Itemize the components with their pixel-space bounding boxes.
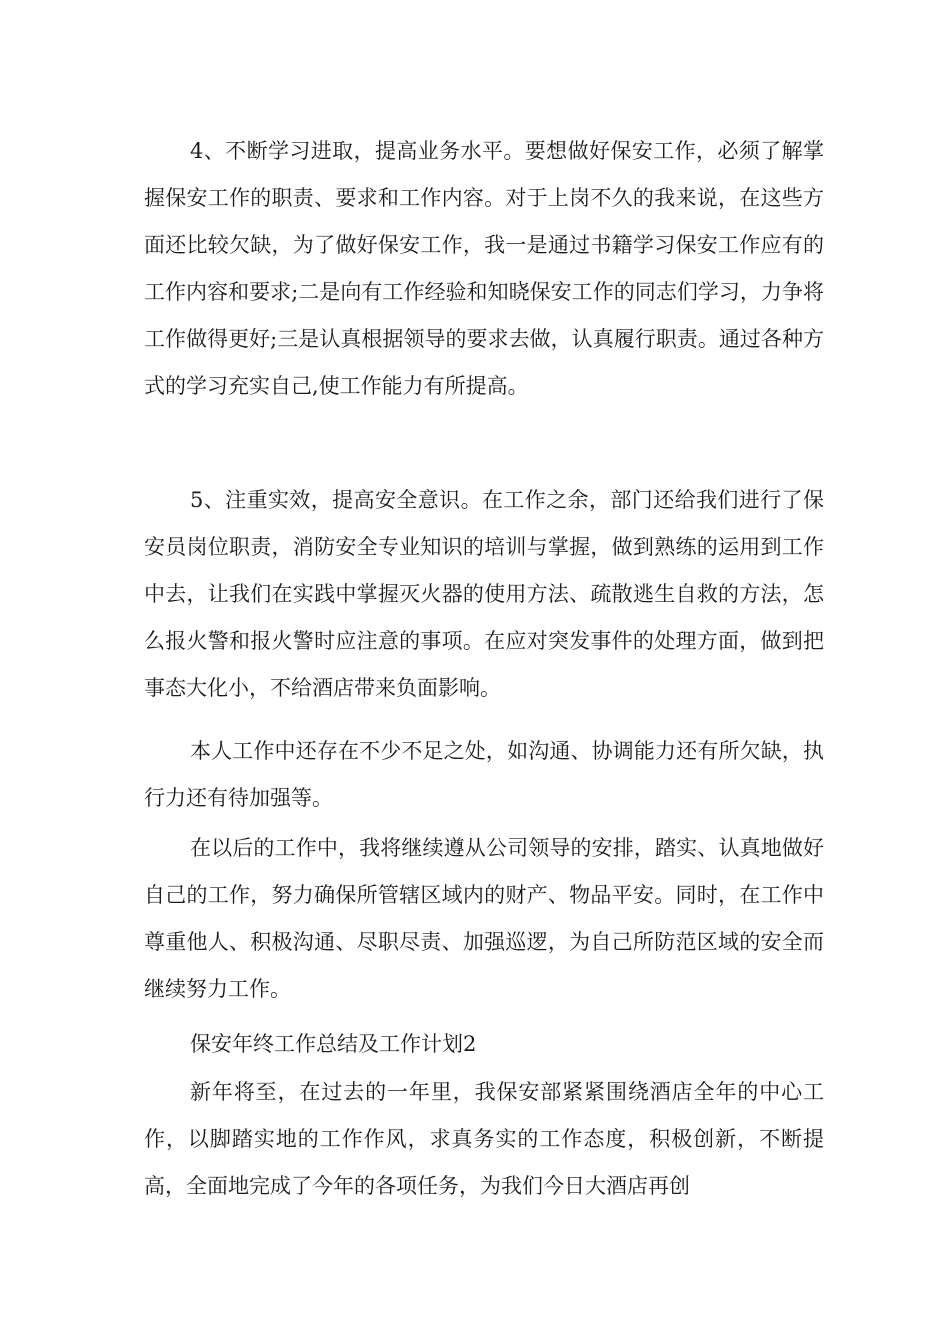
section-heading: 保安年终工作总结及工作计划2 [190, 1032, 477, 1056]
paragraph-shortcomings: 本人工作中还存在不少不足之处，如沟通、协调能力还有所欠缺，执行力还有待加强等。 [144, 739, 824, 810]
paragraph-item-5: 5、注重实效，提高安全意识。在工作之余，部门还给我们进行了保安员岗位职责，消防安全专业知识的培训与掌握，做到熟练的运用到工作中去，让我们在实践中掌握灭火器的使用方法、疏散逃生自救的方法，怎么报火警和报火警时应注意的事项。在应对突发事件的处理方面，做到把事态大化小，不给酒店带来负面影响。 [144, 488, 824, 700]
paragraph-new-year: 新年将至，在过去的一年里，我保安部紧紧围绕酒店全年的中心工作，以脚踏实地的工作作风，求真务实的工作态度，积极创新，不断提高，全面地完成了今年的各项任务，为我们今日大酒店再创 [144, 1080, 824, 1198]
paragraph-future-work: 在以后的工作中，我将继续遵从公司领导的安排，踏实、认真地做好自己的工作，努力确保所管辖区域内的财产、物品平安。同时，在工作中尊重他人、积极沟通、尽职尽责、加强巡逻，为自己所防范区域的安全而继续努力工作。 [144, 836, 824, 1001]
paragraph-item-4: 4、不断学习进取，提高业务水平。要想做好保安工作，必须了解掌握保安工作的职责、要求和工作内容。对于上岗不久的我来说，在这些方面还比较欠缺，为了做好保安工作，我一是通过书籍学习保安工作应有的工作内容和要求;二是向有工作经验和知晓保安工作的同志们学习，力争将工作做得更好;三是认真根据领导的要求去做，认真履行职责。通过各种方式的学习充实自己,使工作能力有所提高。 [144, 139, 824, 398]
